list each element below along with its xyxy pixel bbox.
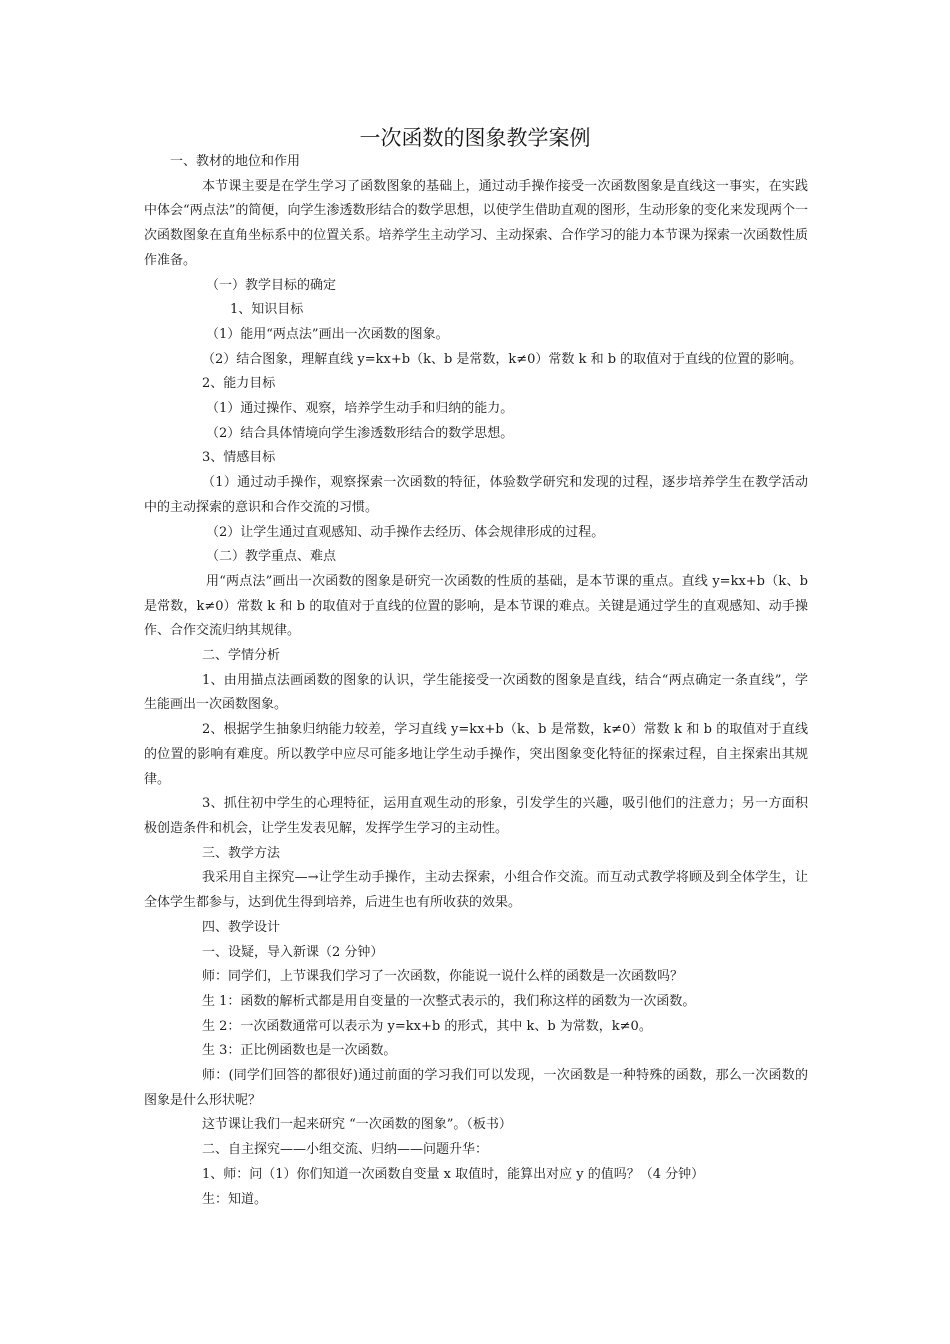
paragraph: 这节课让我们一起来研究 “一次函数的图象”。（板书） [202, 1117, 512, 1133]
paragraph: （二）教学重点、难点 [206, 549, 337, 565]
paragraph: （2）结合具体情境向学生渗透数形结合的数学思想。 [206, 425, 514, 441]
paragraph: （1）能用“两点法”画出一次函数的图象。 [206, 326, 449, 342]
paragraph: （1）通过操作、观察，培养学生动手和归纳的能力。 [206, 401, 514, 417]
paragraph: 3、情感目标 [202, 450, 276, 466]
paragraph: 3、抓住初中学生的心理特征，运用直观生动的形象，引发学生的兴趣，吸引他们的注意力；另一方面积极创造条件和机会，让学生发表见解，发挥学生学习的主动性。 [144, 796, 808, 836]
paragraph: 1、知识目标 [230, 302, 304, 318]
paragraph: 生 2：一次函数通常可以表示为 y=kx+b 的形式，其中 k、b 为常数，k≠0。 [202, 1018, 652, 1034]
paragraph: 1、由用描点法画函数的图象的认识，学生能接受一次函数的图象是直线，结合“两点确定一条直线”，学生能画出一次函数图象。 [144, 672, 808, 713]
paragraph: 二、自主探究——小组交流、归纳——问题升华： [202, 1142, 489, 1158]
paragraph: （1）通过动手操作，观察探索一次函数的特征，体验数学研究和发现的过程，逐步培养学生在教学活动中的主动探索的意识和合作交流的习惯。 [144, 475, 808, 515]
paragraph: 三、教学方法 [202, 845, 281, 861]
paragraph: 本节课主要是在学生学习了函数图象的基础上，通过动手操作接受一次函数图象是直线这一事实，在实践中体会“两点法”的简便，向学生渗透数形结合的数学思想，以使学生借助直观的图形，生动形象的变化来发现两个一次函数图象在直角坐标系中的位置关系。培养学生主动学习、主动探索、合作学习的能力本节课为探索一次函数性质作准备。 [144, 178, 808, 268]
paragraph: 2、根据学生抽象归纳能力较差，学习直线 y=kx+b（k、b 是常数，k≠0）常数 k 和 b 的取值对于直线的位置的影响有难度。所以教学中应尽可能多地让学生动手操作，突出图象变化特征的探索过程，自主探索出其规律。 [144, 722, 808, 787]
paragraph: （一）教学目标的确定 [206, 277, 337, 293]
paragraph: 二、学情分析 [202, 648, 281, 664]
paragraph: 一、教材的地位和作用 [170, 154, 301, 169]
document-title: 一次函数的图象教学案例 [359, 126, 591, 150]
document-body [144, 150, 808, 1212]
paragraph: （2）结合图象，理解直线 y=kx+b（k、b 是常数，k≠0）常数 k 和 b 的取值对于直线的位置的影响。 [202, 351, 803, 367]
paragraph: 1、师：问（1）你们知道一次函数自变量 x 取值时，能算出对应 y 的值吗？（4 分钟） [202, 1166, 705, 1182]
paragraph: 我采用自主探究—→让学生动手操作，主动去探索，小组合作交流。而互动式教学将顾及到全体学生，让全体学生都参与，达到优生得到培养，后进生也有所收获的效果。 [144, 870, 808, 911]
paragraph: 生 3：正比例函数也是一次函数。 [202, 1043, 397, 1059]
paragraph: 用“两点法”画出一次函数的图象是研究一次函数的性质的基础，是本节课的重点。直线 y=kx+b（k、b 是常数，k≠0）常数 k 和 b 的取值对于直线的位置的影响，是本节课的难点。关键是通过学生的直观感知、动手操作、合作交流归纳其规律。 [144, 573, 808, 639]
paragraph: 生：知道。 [202, 1191, 268, 1207]
paragraph: 师：(同学们回答的都很好)通过前面的学习我们可以发现，一次函数是一种特殊的函数，那么一次函数的图象是什么形状呢？ [144, 1068, 808, 1108]
paragraph: 四、教学设计 [202, 919, 281, 935]
paragraph: 2、能力目标 [202, 376, 276, 392]
paragraph: 一、设疑，导入新课（2 分钟） [202, 944, 384, 960]
paragraph: 生 1：函数的解析式都是用自变量的一次整式表示的，我们称这样的函数为一次函数。 [202, 993, 696, 1009]
paragraph: 师：同学们，上节课我们学习了一次函数，你能说一说什么样的函数是一次函数吗？ [202, 969, 684, 985]
paragraph: （2）让学生通过直观感知、动手操作去经历、体会规律形成的过程。 [206, 524, 605, 540]
